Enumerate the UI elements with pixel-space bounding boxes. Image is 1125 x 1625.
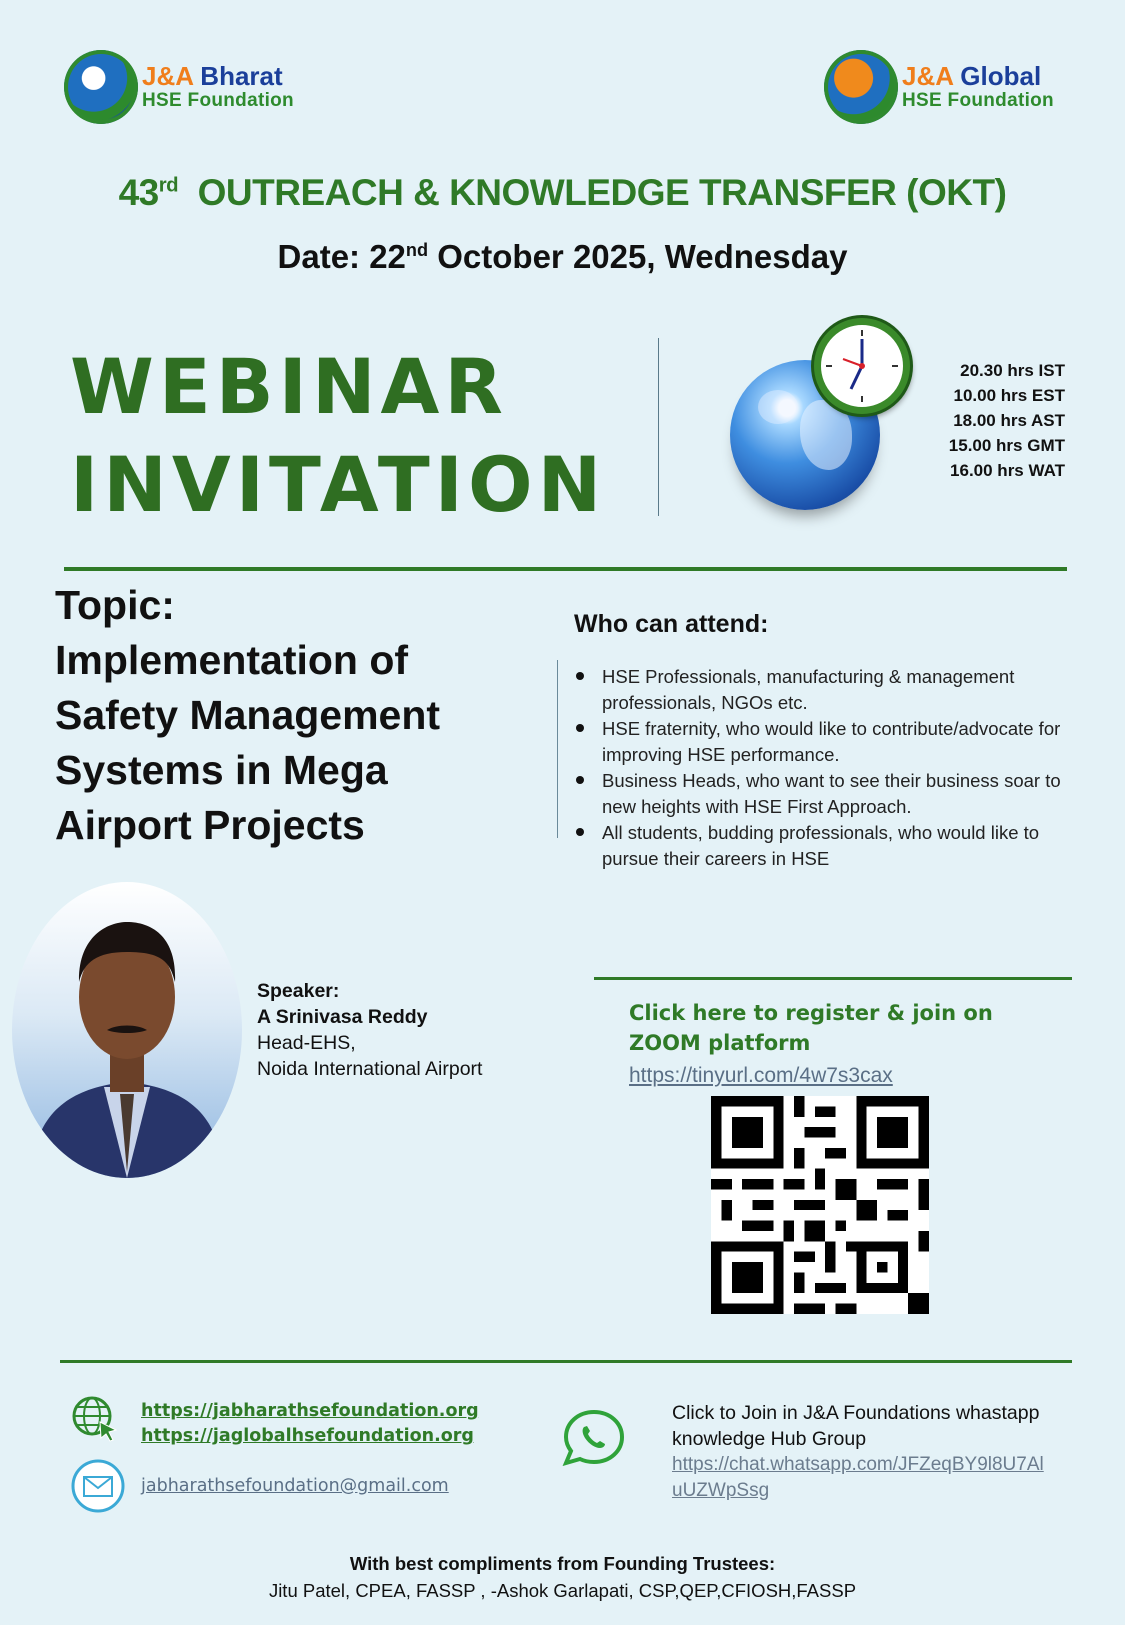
list-item: Business Heads, who want to see their business soar to new heights with HSE First Approach. bbox=[574, 768, 1074, 820]
email-icon bbox=[70, 1458, 126, 1514]
speaker-info bbox=[257, 978, 482, 1082]
separator-line bbox=[64, 567, 1067, 571]
topic-label: Topic: bbox=[55, 582, 175, 628]
list-item: HSE fraternity, who would like to contribute/advocate for improving HSE performance. bbox=[574, 716, 1074, 768]
logo-jaglobal bbox=[824, 50, 1054, 124]
topic-line: Systems in Mega bbox=[55, 747, 388, 793]
time-ast: 18.00 hrs AST bbox=[953, 411, 1065, 430]
audience-title: Who can attend: bbox=[574, 610, 769, 638]
separator-line bbox=[60, 1360, 1072, 1363]
logo-subtitle: HSE Foundation bbox=[902, 89, 1054, 111]
time-wat: 16.00 hrs WAT bbox=[950, 461, 1065, 480]
time-gmt: 15.00 hrs GMT bbox=[948, 436, 1065, 455]
time-ist: 20.30 hrs IST bbox=[960, 361, 1065, 380]
topic-line: Airport Projects bbox=[55, 802, 365, 848]
email-link[interactable]: jabharathsefoundation@gmail.com bbox=[141, 1476, 449, 1496]
audience-list bbox=[574, 664, 1074, 872]
divider bbox=[658, 338, 659, 516]
topic-line: Safety Management bbox=[55, 692, 441, 738]
logo-title: J&A Bharat bbox=[142, 61, 283, 92]
globe-clock-illustration bbox=[722, 318, 918, 514]
time-zones bbox=[900, 358, 1065, 483]
topic-line: Implementation of bbox=[55, 637, 409, 683]
qr-code[interactable] bbox=[711, 1096, 929, 1314]
compliments bbox=[0, 1550, 1125, 1604]
website-link-global[interactable]: https://jaglobalhsefoundation.org bbox=[141, 1426, 474, 1446]
whatsapp-icon[interactable] bbox=[560, 1408, 628, 1466]
whatsapp-text: Click to Join in J&A Foundations whastapp knowledge Hub Group bbox=[672, 1402, 1040, 1450]
whatsapp-link[interactable]: https://chat.whatsapp.com/JFZeqBY9l8U7AluUZWpSsg bbox=[672, 1454, 1044, 1501]
speaker-role: Head-EHS, bbox=[257, 1032, 356, 1054]
time-est: 10.00 hrs EST bbox=[953, 386, 1065, 405]
speaker-org: Noida International Airport bbox=[257, 1058, 483, 1080]
register-text[interactable]: Click here to register & join on ZOOM platform bbox=[629, 1001, 993, 1055]
clock-icon bbox=[814, 318, 910, 414]
website-link-bharat[interactable]: https://jabharathsefoundation.org bbox=[141, 1401, 479, 1421]
speaker-label: Speaker: bbox=[257, 980, 340, 1002]
register-link[interactable]: https://tinyurl.com/4w7s3cax bbox=[629, 1064, 893, 1087]
separator-line bbox=[594, 977, 1072, 980]
globe-logo-icon bbox=[64, 50, 138, 124]
speaker-name: A Srinivasa Reddy bbox=[257, 1006, 428, 1028]
webinar-invitation-heading: WEBINAR INVITATION bbox=[70, 342, 607, 529]
logo-jabharat bbox=[64, 50, 294, 124]
compliments-title: With best compliments from Founding Trustees: bbox=[349, 1553, 776, 1574]
topic-block bbox=[55, 578, 535, 853]
logo-title: J&A Global bbox=[902, 61, 1042, 92]
trustees: Jitu Patel, CPEA, FASSP , -Ashok Garlapati, CSP,QEP,CFIOSH,FASSP bbox=[268, 1580, 857, 1601]
audience-divider bbox=[557, 660, 558, 838]
list-item: HSE Professionals, manufacturing & management professionals, NGOs etc. bbox=[574, 664, 1074, 716]
speaker-photo bbox=[12, 882, 242, 1178]
world-map-logo-icon bbox=[824, 50, 898, 124]
globe-cursor-icon bbox=[70, 1394, 118, 1442]
event-date: Date: 22nd October 2025, Wednesday bbox=[277, 238, 848, 275]
okt-heading: 43rd OUTREACH & KNOWLEDGE TRANSFER (OKT) bbox=[118, 172, 1007, 213]
logo-subtitle: HSE Foundation bbox=[142, 89, 294, 111]
list-item: All students, budding professionals, who would like to pursue their careers in HSE bbox=[574, 820, 1074, 872]
